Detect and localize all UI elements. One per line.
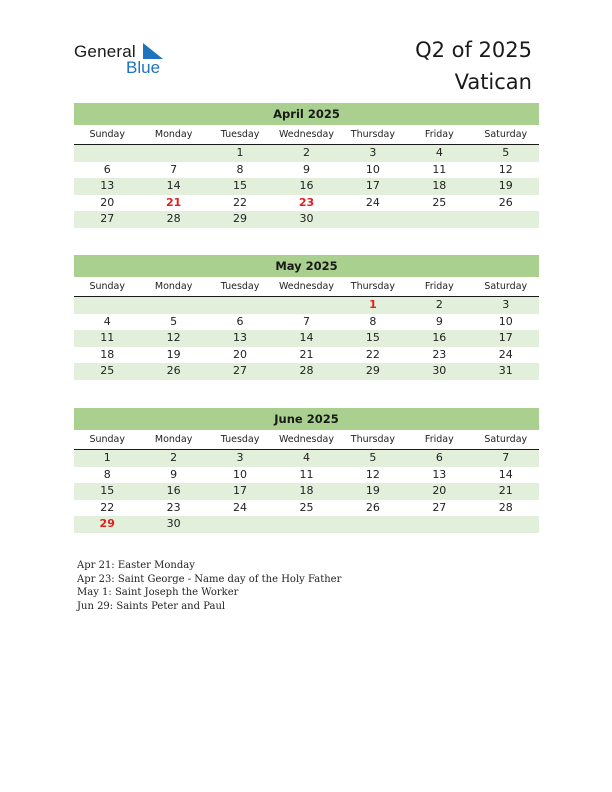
month-calendar-may: [74, 255, 539, 380]
weekday-label: Thursday: [350, 129, 395, 140]
date-cell: 31: [498, 364, 513, 377]
week-row: [74, 162, 539, 179]
date-cell: 24: [233, 500, 248, 514]
weekday-label: Tuesday: [220, 434, 260, 445]
date-cell: 4: [302, 451, 310, 464]
date-cell: 7: [302, 314, 310, 328]
date-cell: 27: [432, 500, 447, 514]
page-title-country: Vatican: [454, 70, 532, 94]
date-cell: 2: [435, 298, 443, 311]
date-cell: 5: [502, 146, 510, 159]
date-cell: 14: [299, 331, 314, 344]
date-cell: 25: [100, 364, 115, 377]
date-cell: 8: [103, 467, 111, 481]
weekday-label: Wednesday: [278, 129, 334, 140]
date-cell: 1: [103, 451, 111, 464]
holiday-date-cell: 21: [165, 195, 182, 209]
date-cell: 27: [100, 212, 115, 225]
week-row: [74, 483, 539, 500]
date-cell: 4: [103, 314, 111, 328]
date-cell: 14: [166, 179, 181, 192]
date-cell: 18: [100, 347, 115, 361]
date-cell: 11: [299, 467, 314, 481]
date-cell: 19: [365, 484, 380, 497]
week-row: [74, 516, 539, 533]
date-cell: [273, 516, 339, 533]
date-cell: 21: [498, 484, 513, 497]
weekday-label: Wednesday: [278, 281, 334, 292]
date-cell: 9: [302, 162, 310, 176]
date-cell: 20: [233, 347, 248, 361]
date-cell: [74, 145, 140, 162]
holiday-note: May 1: Saint Joseph the Worker: [77, 587, 239, 598]
week-row: [74, 195, 539, 212]
date-cell: 3: [236, 451, 244, 464]
week-row: [74, 500, 539, 517]
weekday-header-row: [74, 430, 539, 450]
weekday-label: Wednesday: [278, 434, 334, 445]
month-title: April 2025: [74, 103, 539, 125]
weekday-label: Sunday: [89, 129, 125, 140]
page-title-quarter: Q2 of 2025: [415, 38, 532, 62]
week-row: [74, 467, 539, 484]
date-cell: [207, 297, 273, 314]
date-cell: 10: [498, 314, 513, 328]
date-cell: [406, 211, 472, 228]
date-cell: 13: [432, 467, 447, 481]
date-cell: [473, 211, 539, 228]
date-cell: 21: [299, 347, 314, 361]
date-cell: 8: [369, 314, 377, 328]
date-cell: 18: [299, 484, 314, 497]
date-cell: 12: [498, 162, 513, 176]
date-cell: 10: [365, 162, 380, 176]
date-cell: 6: [236, 314, 244, 328]
week-row: [74, 330, 539, 347]
weekday-label: Sunday: [89, 281, 125, 292]
holiday-date-cell: 29: [99, 517, 115, 530]
month-title: June 2025: [74, 408, 539, 430]
date-cell: 9: [435, 314, 443, 328]
date-cell: 30: [299, 212, 314, 225]
date-cell: 20: [100, 195, 115, 209]
week-row: [74, 178, 539, 195]
weekday-label: Monday: [154, 434, 193, 445]
date-cell: 4: [435, 146, 443, 159]
date-cell: 13: [100, 179, 115, 192]
date-cell: 12: [365, 467, 380, 481]
date-cell: 17: [365, 179, 380, 192]
date-cell: 29: [365, 364, 380, 377]
date-cell: [273, 297, 339, 314]
date-cell: 22: [233, 195, 248, 209]
date-cell: 28: [299, 364, 314, 377]
week-row: [74, 347, 539, 364]
weekday-label: Friday: [424, 129, 454, 140]
week-row: [74, 363, 539, 380]
holiday-note: Apr 21: Easter Monday: [77, 560, 195, 571]
date-cell: 12: [166, 331, 181, 344]
date-cell: 16: [432, 331, 447, 344]
week-row: [74, 145, 539, 162]
date-cell: 28: [498, 500, 513, 514]
date-cell: 13: [233, 331, 248, 344]
date-cell: 5: [369, 451, 377, 464]
date-cell: [74, 297, 140, 314]
date-cell: 23: [166, 500, 181, 514]
weekday-label: Monday: [154, 281, 193, 292]
date-cell: 30: [166, 517, 181, 530]
date-cell: 29: [233, 212, 248, 225]
date-cell: 23: [432, 347, 447, 361]
date-cell: 11: [432, 162, 447, 176]
date-cell: 25: [432, 195, 447, 209]
date-cell: 2: [170, 451, 178, 464]
logo-text-general: General: [74, 42, 136, 61]
week-rows: [74, 297, 539, 380]
week-row: [74, 297, 539, 314]
date-cell: 26: [365, 500, 380, 514]
logo-flag-icon: [141, 43, 163, 59]
date-cell: 15: [233, 179, 248, 192]
date-cell: 9: [170, 467, 178, 481]
weekday-label: Monday: [154, 129, 193, 140]
month-title: May 2025: [74, 255, 539, 277]
date-cell: 26: [166, 364, 181, 377]
weekday-label: Saturday: [484, 281, 528, 292]
holiday-date-cell: 23: [298, 195, 315, 209]
date-cell: 25: [299, 500, 314, 514]
weekday-label: Friday: [424, 281, 454, 292]
weekday-label: Thursday: [350, 434, 395, 445]
date-cell: [340, 211, 406, 228]
date-cell: 24: [498, 347, 513, 361]
date-cell: 18: [432, 179, 447, 192]
date-cell: 24: [365, 195, 380, 209]
date-cell: 1: [236, 146, 244, 159]
date-cell: [207, 516, 273, 533]
date-cell: [140, 297, 206, 314]
date-cell: 16: [299, 179, 314, 192]
holiday-notes: [77, 559, 341, 613]
date-cell: 6: [435, 451, 443, 464]
date-cell: 19: [498, 179, 513, 192]
weekday-label: Sunday: [89, 434, 125, 445]
date-cell: 22: [100, 500, 115, 514]
date-cell: 16: [166, 484, 181, 497]
brand-logo: [74, 42, 174, 82]
date-cell: 8: [236, 162, 244, 176]
date-cell: 20: [432, 484, 447, 497]
weekday-label: Tuesday: [220, 281, 260, 292]
date-cell: 26: [498, 195, 513, 209]
date-cell: 3: [502, 298, 510, 311]
date-cell: 15: [365, 331, 380, 344]
date-cell: 11: [100, 331, 115, 344]
month-calendar-april: [74, 103, 539, 228]
date-cell: 5: [170, 314, 178, 328]
date-cell: 17: [233, 484, 248, 497]
weekday-label: Friday: [424, 434, 454, 445]
date-cell: 7: [170, 162, 178, 176]
weekday-header-row: [74, 277, 539, 297]
holiday-note: Apr 23: Saint George - Name day of the Holy Father: [77, 573, 342, 585]
date-cell: 30: [432, 364, 447, 377]
date-cell: 28: [166, 212, 181, 225]
date-cell: [340, 516, 406, 533]
date-cell: 27: [233, 364, 248, 377]
date-cell: 17: [498, 331, 513, 344]
date-cell: 6: [103, 162, 111, 176]
date-cell: 22: [365, 347, 380, 361]
holiday-note: Jun 29: Saints Peter and Paul: [77, 600, 226, 612]
date-cell: 10: [233, 467, 248, 481]
week-rows: [74, 450, 539, 533]
week-row: [74, 211, 539, 228]
date-cell: [406, 516, 472, 533]
date-cell: 3: [369, 146, 377, 159]
date-cell: 2: [302, 146, 310, 159]
holiday-date-cell: 1: [369, 298, 377, 311]
date-cell: [140, 145, 206, 162]
week-row: [74, 314, 539, 331]
date-cell: [473, 516, 539, 533]
weekday-label: Tuesday: [220, 129, 260, 140]
week-row: [74, 450, 539, 467]
week-rows: [74, 145, 539, 228]
weekday-label: Saturday: [484, 434, 528, 445]
date-cell: 19: [166, 347, 181, 361]
date-cell: 15: [100, 484, 115, 497]
weekday-label: Saturday: [484, 129, 528, 140]
weekday-label: Thursday: [350, 281, 395, 292]
weekday-header-row: [74, 125, 539, 145]
month-calendar-june: [74, 408, 539, 533]
date-cell: 7: [502, 451, 510, 464]
date-cell: 14: [498, 467, 513, 481]
logo-text-blue: Blue: [126, 58, 161, 77]
